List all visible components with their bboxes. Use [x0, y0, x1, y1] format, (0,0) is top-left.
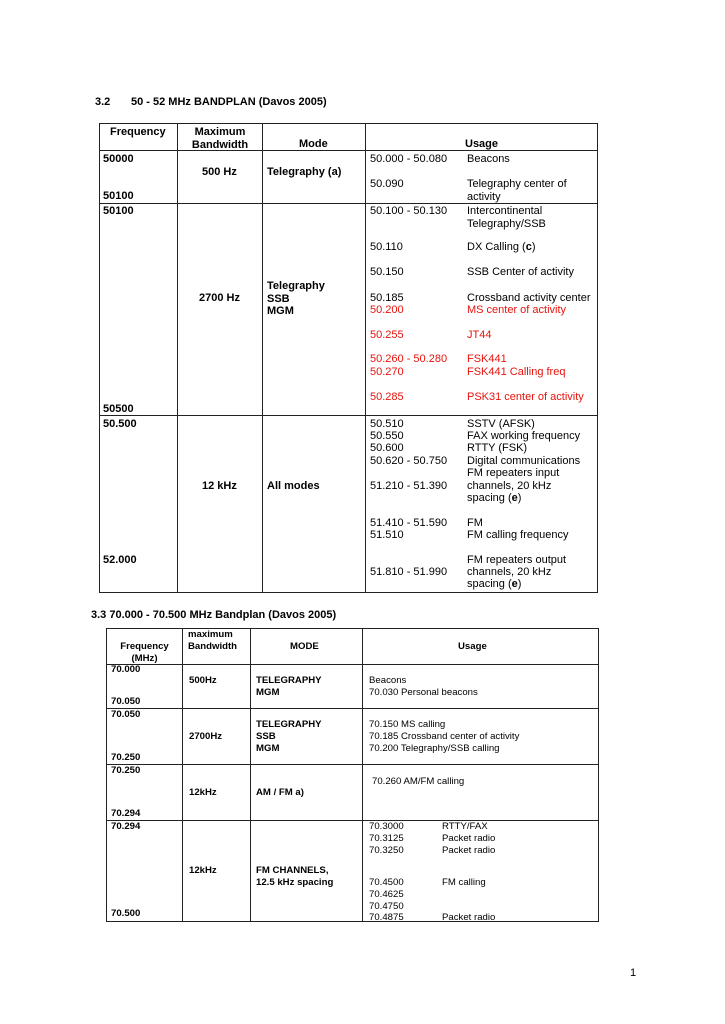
usage-desc: SSB Center of activity	[467, 266, 574, 278]
bandwidth: 2700Hz	[189, 731, 223, 742]
freq-start: 70.250	[111, 765, 141, 776]
usage-desc: Crossband activity center	[467, 292, 591, 304]
mode: TELEGRAPHY MGM	[256, 675, 322, 698]
header-max-bandwidth: maximum Bandwidth	[188, 629, 238, 652]
usage-desc: FM repeaters input	[467, 467, 560, 479]
usage-freq-highlight: 50.285	[370, 391, 404, 403]
bandwidth: 2700 Hz	[199, 292, 240, 304]
freq-start: 70.294	[111, 821, 141, 832]
usage-freq: 51.210 - 51.390	[370, 480, 448, 492]
usage-desc: Packet radio	[442, 912, 496, 923]
usage-freq-highlight: 50.270	[370, 366, 404, 378]
usage-freq: 50.600	[370, 442, 404, 454]
section-title: 3.3 70.000 - 70.500 MHz Bandplan (Davos 2005)	[91, 609, 337, 621]
bandwidth: 500 Hz	[202, 166, 237, 178]
section-title: 50 - 52 MHz BANDPLAN (Davos 2005)	[131, 96, 327, 108]
freq-end: 52.000	[103, 554, 137, 566]
usage-freq: 51.510	[370, 529, 404, 541]
usage-desc: channels, 20 kHz	[467, 480, 552, 492]
freq-end: 70.500	[111, 908, 141, 919]
usage-freq: 50.550	[370, 430, 404, 442]
usage-freq: 50.090	[370, 178, 404, 190]
usage-freq: 50.510	[370, 418, 404, 430]
usage-desc-highlight: PSK31 center of activity	[467, 391, 584, 403]
usage-desc: DX Calling (c)	[467, 241, 536, 253]
usage-freq: 51.810 - 51.990	[370, 566, 448, 578]
usage-desc: Digital communications	[467, 455, 581, 467]
mode: FM CHANNELS, 12.5 kHz spacing	[256, 865, 334, 888]
usage-freq: 50.110	[370, 241, 403, 253]
usage-freq-highlight: 50.255	[370, 329, 404, 341]
usage-desc: Beacons	[467, 153, 510, 165]
bandwidth: 12 kHz	[202, 480, 237, 492]
usage-desc-highlight: FSK441	[467, 353, 507, 365]
mode: AM / FM a)	[256, 787, 304, 798]
usage-desc: RTTY (FSK)	[467, 442, 528, 454]
freq-start: 70.050	[111, 709, 141, 720]
usage-freq: 51.410 - 51.590	[370, 517, 448, 529]
mode: All modes	[267, 480, 320, 492]
usage-desc: FM calling frequency	[467, 529, 569, 541]
bandwidth: 12kHz	[189, 787, 217, 798]
usage-desc-highlight: MS center of activity	[467, 304, 567, 316]
bandwidth: 12kHz	[189, 865, 217, 876]
usage-freq-highlight: 50.260 - 50.280	[370, 353, 448, 365]
usage-entry: Beacons 70.030 Personal beacons	[369, 675, 478, 698]
usage-desc: Telegraphy center of activity	[467, 178, 567, 203]
freq-end: 50500	[103, 403, 134, 415]
usage-desc: FM repeaters output	[467, 554, 567, 566]
usage-freq: 50.000 - 50.080	[370, 153, 448, 165]
header-frequency: Frequency	[110, 126, 166, 138]
usage-desc: channels, 20 kHz	[467, 566, 552, 578]
usage-freq: 70.4500 70.4625 70.4750 70.4875	[369, 877, 404, 924]
usage-desc: RTTY/FAX Packet radio Packet radio	[442, 821, 496, 856]
usage-freq: 50.185	[370, 292, 404, 304]
usage-desc-highlight: JT44	[467, 329, 492, 341]
header-max-bandwidth: Maximum Bandwidth	[191, 126, 249, 151]
usage-desc: FAX working frequency	[467, 430, 581, 442]
freq-start: 70.000	[111, 664, 141, 675]
header-usage: Usage	[465, 138, 499, 150]
freq-start: 50000	[103, 153, 134, 165]
header-mode: MODE	[290, 641, 319, 652]
header-frequency: Frequency (MHz)	[120, 641, 169, 664]
mode: TELEGRAPHY SSB MGM	[256, 719, 322, 754]
usage-freq-highlight: 50.200	[370, 304, 404, 316]
page-number: 1	[630, 967, 637, 979]
freq-end: 50100	[103, 190, 134, 202]
usage-desc: spacing (e)	[467, 578, 522, 590]
freq-end: 70.250	[111, 752, 141, 763]
usage-entry: 70.150 MS calling 70.185 Crossband center of activity 70.200 Telegraphy/SSB calling	[369, 719, 520, 754]
usage-freq: 50.100 - 50.130	[370, 205, 448, 217]
header-usage: Usage	[458, 641, 487, 652]
usage-desc: Intercontinental Telegraphy/SSB	[467, 205, 546, 230]
mode: Telegraphy SSB MGM	[267, 280, 325, 317]
usage-entry: 70.260 AM/FM calling	[372, 776, 465, 787]
bandwidth: 500Hz	[189, 675, 217, 686]
usage-desc: spacing (e)	[467, 492, 522, 504]
freq-start: 50.500	[103, 418, 137, 430]
usage-freq: 70.3000 70.3125 70.3250	[369, 821, 404, 856]
usage-freq: 50.620 - 50.750	[370, 455, 448, 467]
section-number: 3.2	[95, 96, 111, 108]
freq-end: 70.050	[111, 696, 141, 707]
usage-desc: FM calling	[442, 877, 486, 888]
header-mode: Mode	[299, 138, 328, 150]
freq-start: 50100	[103, 205, 134, 217]
mode: Telegraphy (a)	[267, 166, 342, 178]
freq-end: 70.294	[111, 808, 141, 819]
usage-desc-highlight: FSK441 Calling freq	[467, 366, 566, 378]
usage-freq: 50.150	[370, 266, 404, 278]
usage-desc: SSTV (AFSK)	[467, 418, 535, 430]
usage-desc: FM	[467, 517, 483, 529]
